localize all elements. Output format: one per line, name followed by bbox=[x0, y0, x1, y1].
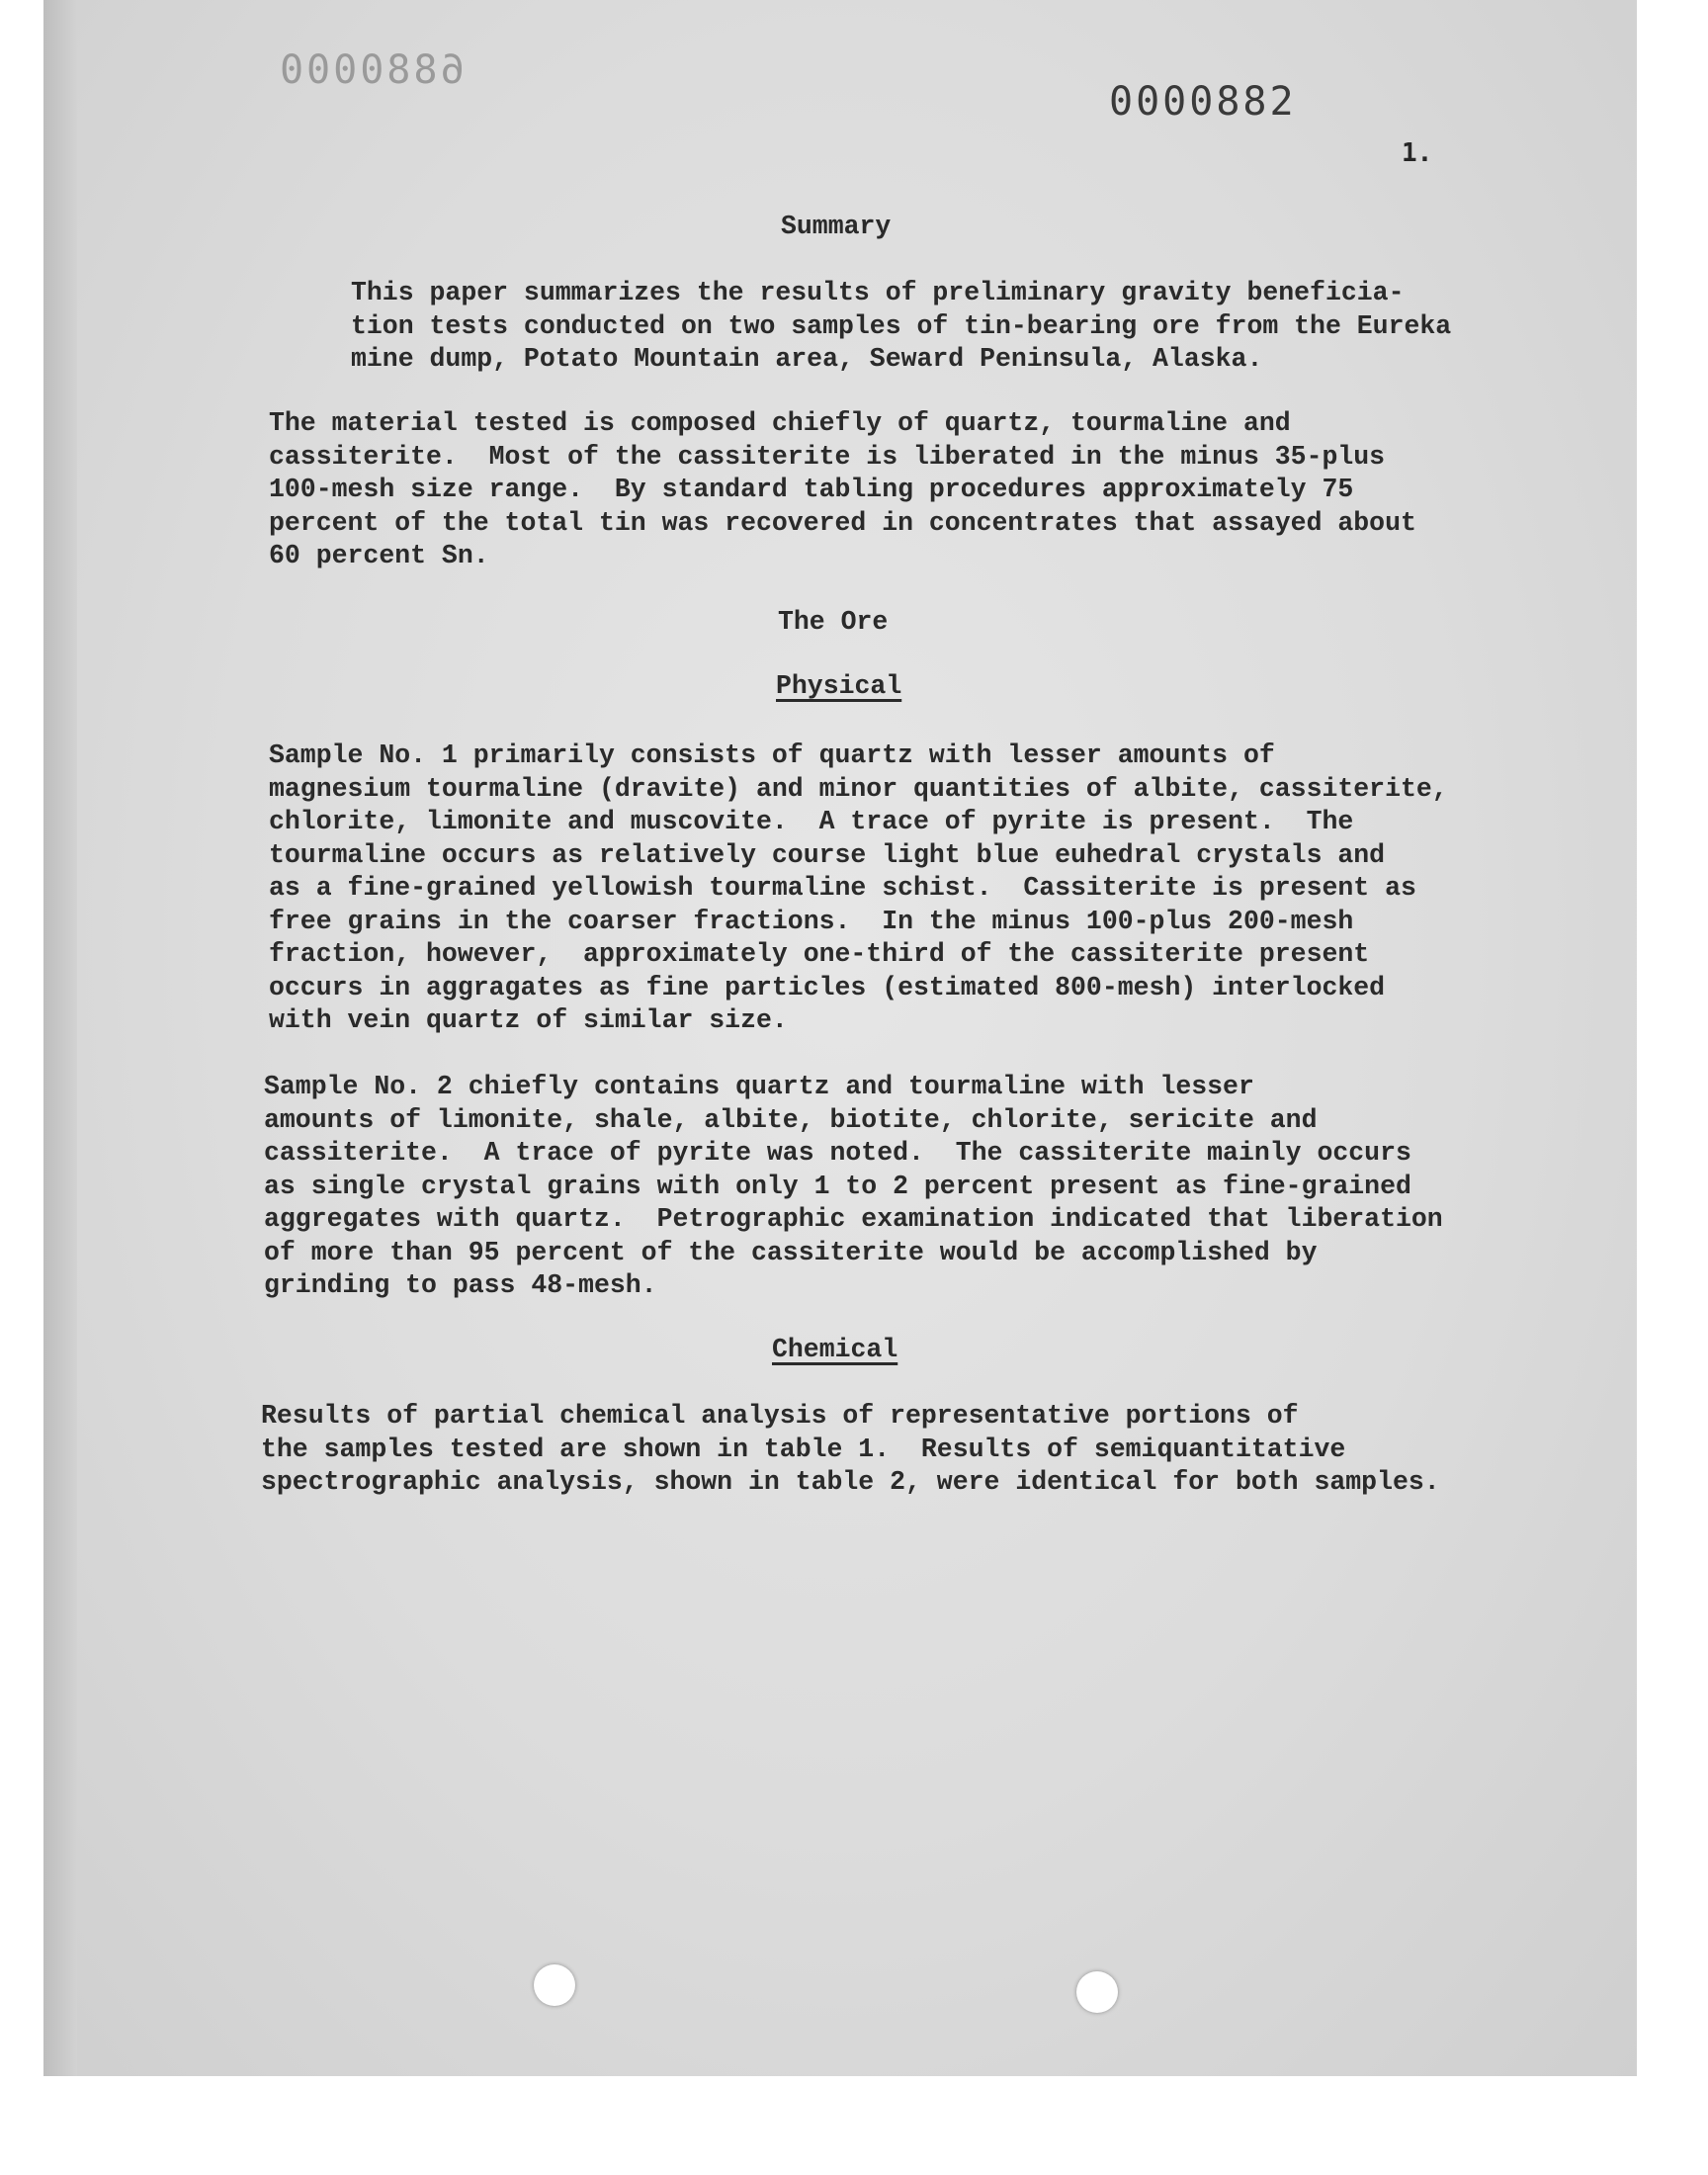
page-number: 1. bbox=[1402, 138, 1433, 168]
summary-paragraph-1: This paper summarizes the results of preliminary gravity beneficia- tion tests conducted on two samples of tin-bearing ore from the Eureka mine dump, Potato Mountain area, Seward Peninsula, Alaska. bbox=[351, 278, 1452, 374]
punch-hole-left bbox=[534, 1964, 575, 2006]
physical-paragraph-2: Sample No. 2 chiefly contains quartz and tourmaline with lesser amounts of limonite, shale, albite, biotite, chlorite, sericite and cassiterite. A trace of pyrite was noted. The cassiterite mainly occurs as single crystal grains with only 1 to 2 percent present as fine-grained aggregates with quartz. Petrographic examination indicated that liberation of more than 95 percent of the cassiterite would be accomplished by grinding to pass 48-mesh. bbox=[264, 1072, 1443, 1300]
document-stamp-number: 0000882 bbox=[1109, 79, 1297, 125]
summary-paragraph-2: The material tested is composed chiefly of quartz, tourmaline and cassiterite. Most of the cassiterite is liberated in the minus 35-plus 100-mesh size range. By standard tabling procedures approximately 75 percent of the total tin was recovered in concentrates that assayed about 60 percent Sn. bbox=[269, 408, 1416, 570]
physical-heading: Physical bbox=[776, 671, 902, 701]
page-edge-shadow bbox=[43, 0, 77, 2076]
summary-heading: Summary bbox=[781, 212, 892, 241]
physical-paragraph-1: Sample No. 1 primarily consists of quartz with lesser amounts of magnesium tourmaline (dravite) and minor quantities of albite, cassiterite, chlorite, limonite and muscovite. A trace of pyrite is present. The tourmaline occurs as relatively course light blue euhedral crystals and as a fine-grained yellowish tourmaline schist. Cassiterite is present as free grains in the coarser fractions. In the minus 100-plus 200-mesh fraction, however, approximately one-third of the cassiterite present occurs in aggragates as fine particles (estimated 800-mesh) interlocked with vein quartz of similar size. bbox=[269, 740, 1448, 1035]
document-page bbox=[43, 0, 1637, 2076]
chemical-heading: Chemical bbox=[772, 1335, 898, 1364]
chemical-paragraph-1: Results of partial chemical analysis of representative portions of the samples tested are shown in table 1. Results of semiquantitative spectrographic analysis, shown in table 2, were identical for both samples. bbox=[261, 1401, 1440, 1497]
punch-hole-right bbox=[1076, 1971, 1118, 2013]
the-ore-heading: The Ore bbox=[778, 607, 889, 637]
faded-stamp-number: 6880000 bbox=[277, 47, 465, 93]
